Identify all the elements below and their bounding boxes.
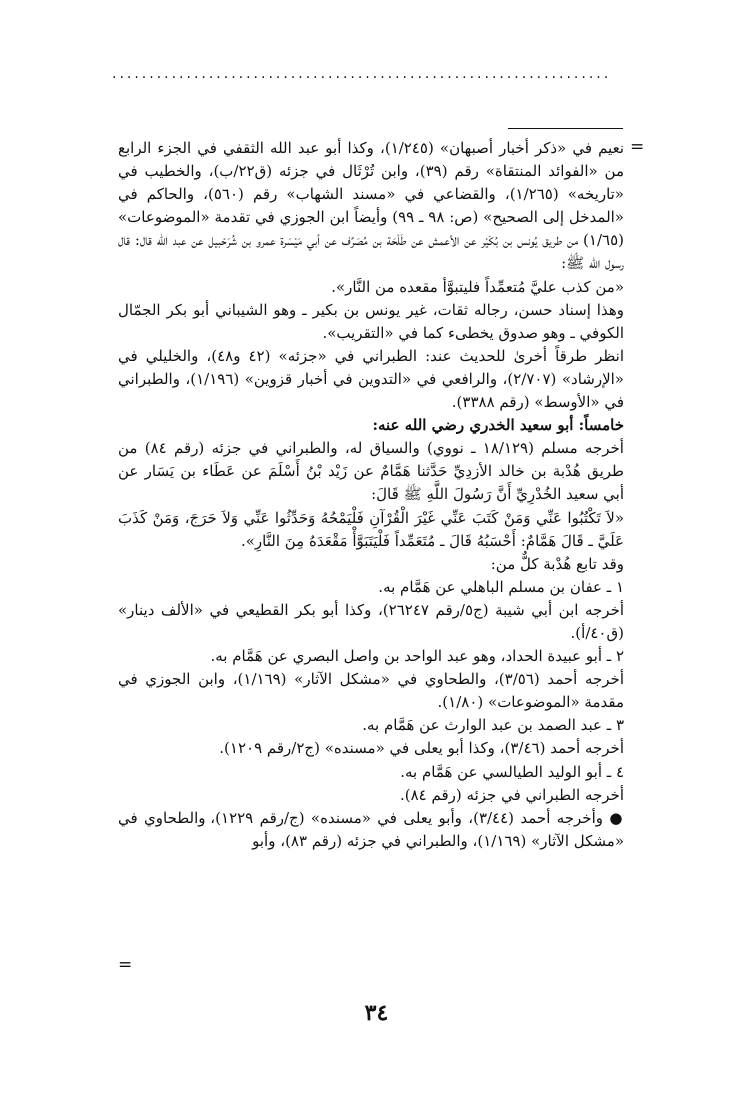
paragraph-3: وهذا إسناد حسن، رجاله ثقات، غير يونس بن بكير ـ وهو الشيباني أبو بكر الجمّال الكوفي ـ وهو صدوق يخطىء كما في «التقريب». [118,300,624,342]
page-number: ٣٤ [364,1000,389,1026]
paragraph-9: ١ ـ عفان بن مسلم الباهلي عن هَمَّام به. [378,577,624,596]
paragraph-1: نعيم في «ذكر أخبار أصبهان» (١/٢٤٥)، وكذا أبو عبد الله الثقفي في الجزء الرابع من «الفوائد المنتقاة» رقم (٣٩)، وابن تُرْثَال في جزئه (ق٢٢/ب)، والخطيب في «تاريخه» (١/٢٦٥)، والقضاعي في «مسند الشهاب» رقم (٥٦٠)، والحاكم في «المدخل إلى الصحيح» (ص: ٩٨ ـ ٩٩) وأيضاً ابن الجوزي في تقدمة «الموضوعات» (١/٦٥) من طريق يُونس بن بُكَيْر عن الأعمش عن طَلْحَة بن مُصَرِّف عن أبي مَيْسَرة عمرو بن شُرَحْبيل عن عبد الله قال: قال رسول الله ﷺ: [118,139,625,273]
paragraph-12: أخرجه أحمد (٣/٥٦)، والطحاوي في «مشكل الآثار» (١/١٦٩)، وابن الجوزي في مقدمة «الموضوعات» (١/٨٠). [118,670,624,712]
paragraph-11: ٢ ـ أبو عبيدة الحداد، وهو عبد الواحد بن واصل البصري عن هَمَّام به. [210,647,624,666]
paragraph-10: أخرجه ابن أبي شيبة (ج٥/رقم ٢٦٢٤٧)، وكذا أبو بكر القطيعي في «الألف دينار» (ق٤٠/أ). [118,600,625,642]
footnote-text [118,137,624,853]
paragraph-2: «من كذب عليَّ مُتعمِّداً فليتبوَّأ مقعده من النَّار». [331,277,624,296]
paragraph-6: أخرجه مسلم (١٨/١٢٩ ـ نووي) والسياق له، والطبراني في جزئه (رقم ٨٤) من طريق هُدْبة بن خالد الأزدِيِّ حَدَّثنا هَمَّامٌ عن زَيْد بْنُ أَسْلَمَ عن عَطَاء بن يَسَار عن أبي سعيد الخُدْرِيِّ أَنَّ رَسُولَ اللَّهِ ﷺ قَالَ: [118,439,624,504]
paragraph-14: أخرجه أحمد (٣/٤٦)، وكذا أبو يعلى في «مسنده» (ج٢/رقم ١٢٠٩). [219,739,624,758]
paragraph-8: وقد تابع هُدْبة كلٌّ من: [490,554,624,573]
paragraph-17: ● وأخرجه أحمد (٣/٤٤)، وأبو يعلى في «مسنده» (ج/رقم ١٢٢٩)، والطحاوي في «مشكل الآثار» (١/١٦٩)، والطبراني في جزئه (رقم ٨٣)، وأبو [118,808,624,850]
section-heading: خامساً: أبو سعيد الخدري رضي الله عنه: [372,416,624,435]
paragraph-15: ٤ ـ أبو الوليد الطيالسي عن هَمَّام به. [400,762,624,781]
continuation-mark: = [630,137,645,157]
dotted-separator: ................................................................... [112,66,612,82]
continuation-mark-end: = [118,955,133,975]
footnote-rule [508,128,623,129]
hadith-quote: «لاَ تَكْتُبُوا عَنِّي وَمَنْ كَتَبَ عَنِّي غَيْرَ الْقُرْآنِ فَلْيَمْحُهُ وَحَدِّثُوا عَنِّي وَلاَ حَرَجَ، وَمَنْ كَذَبَ عَلَيَّ ـ قَالَ هَمَّامٌ: أَحْسَبُهُ قَالَ ـ مُتَعَمِّداً فَلْيَتَبَوَّأْ مَقْعَدَهُ مِنَ النَّارِ». [118,508,624,550]
paragraph-13: ٣ ـ عبد الصمد بن عبد الوارث عن هَمَّام به. [362,716,624,735]
paragraph-16: أخرجه الطبراني في جزئه (رقم ٨٤). [400,785,624,804]
paragraph-4: انظر طرقاً أخرىٰ للحديث عند: الطبراني في «جزئه» (٤٢ و٤٨)، والخليلي في «الإرشاد» (٢/٧٠٧)، والرافعي في «التدوين في أخبار قزوين» (١/١٩٦)، والطبراني في «الأوسط» (رقم ٣٣٨٨). [118,346,625,412]
